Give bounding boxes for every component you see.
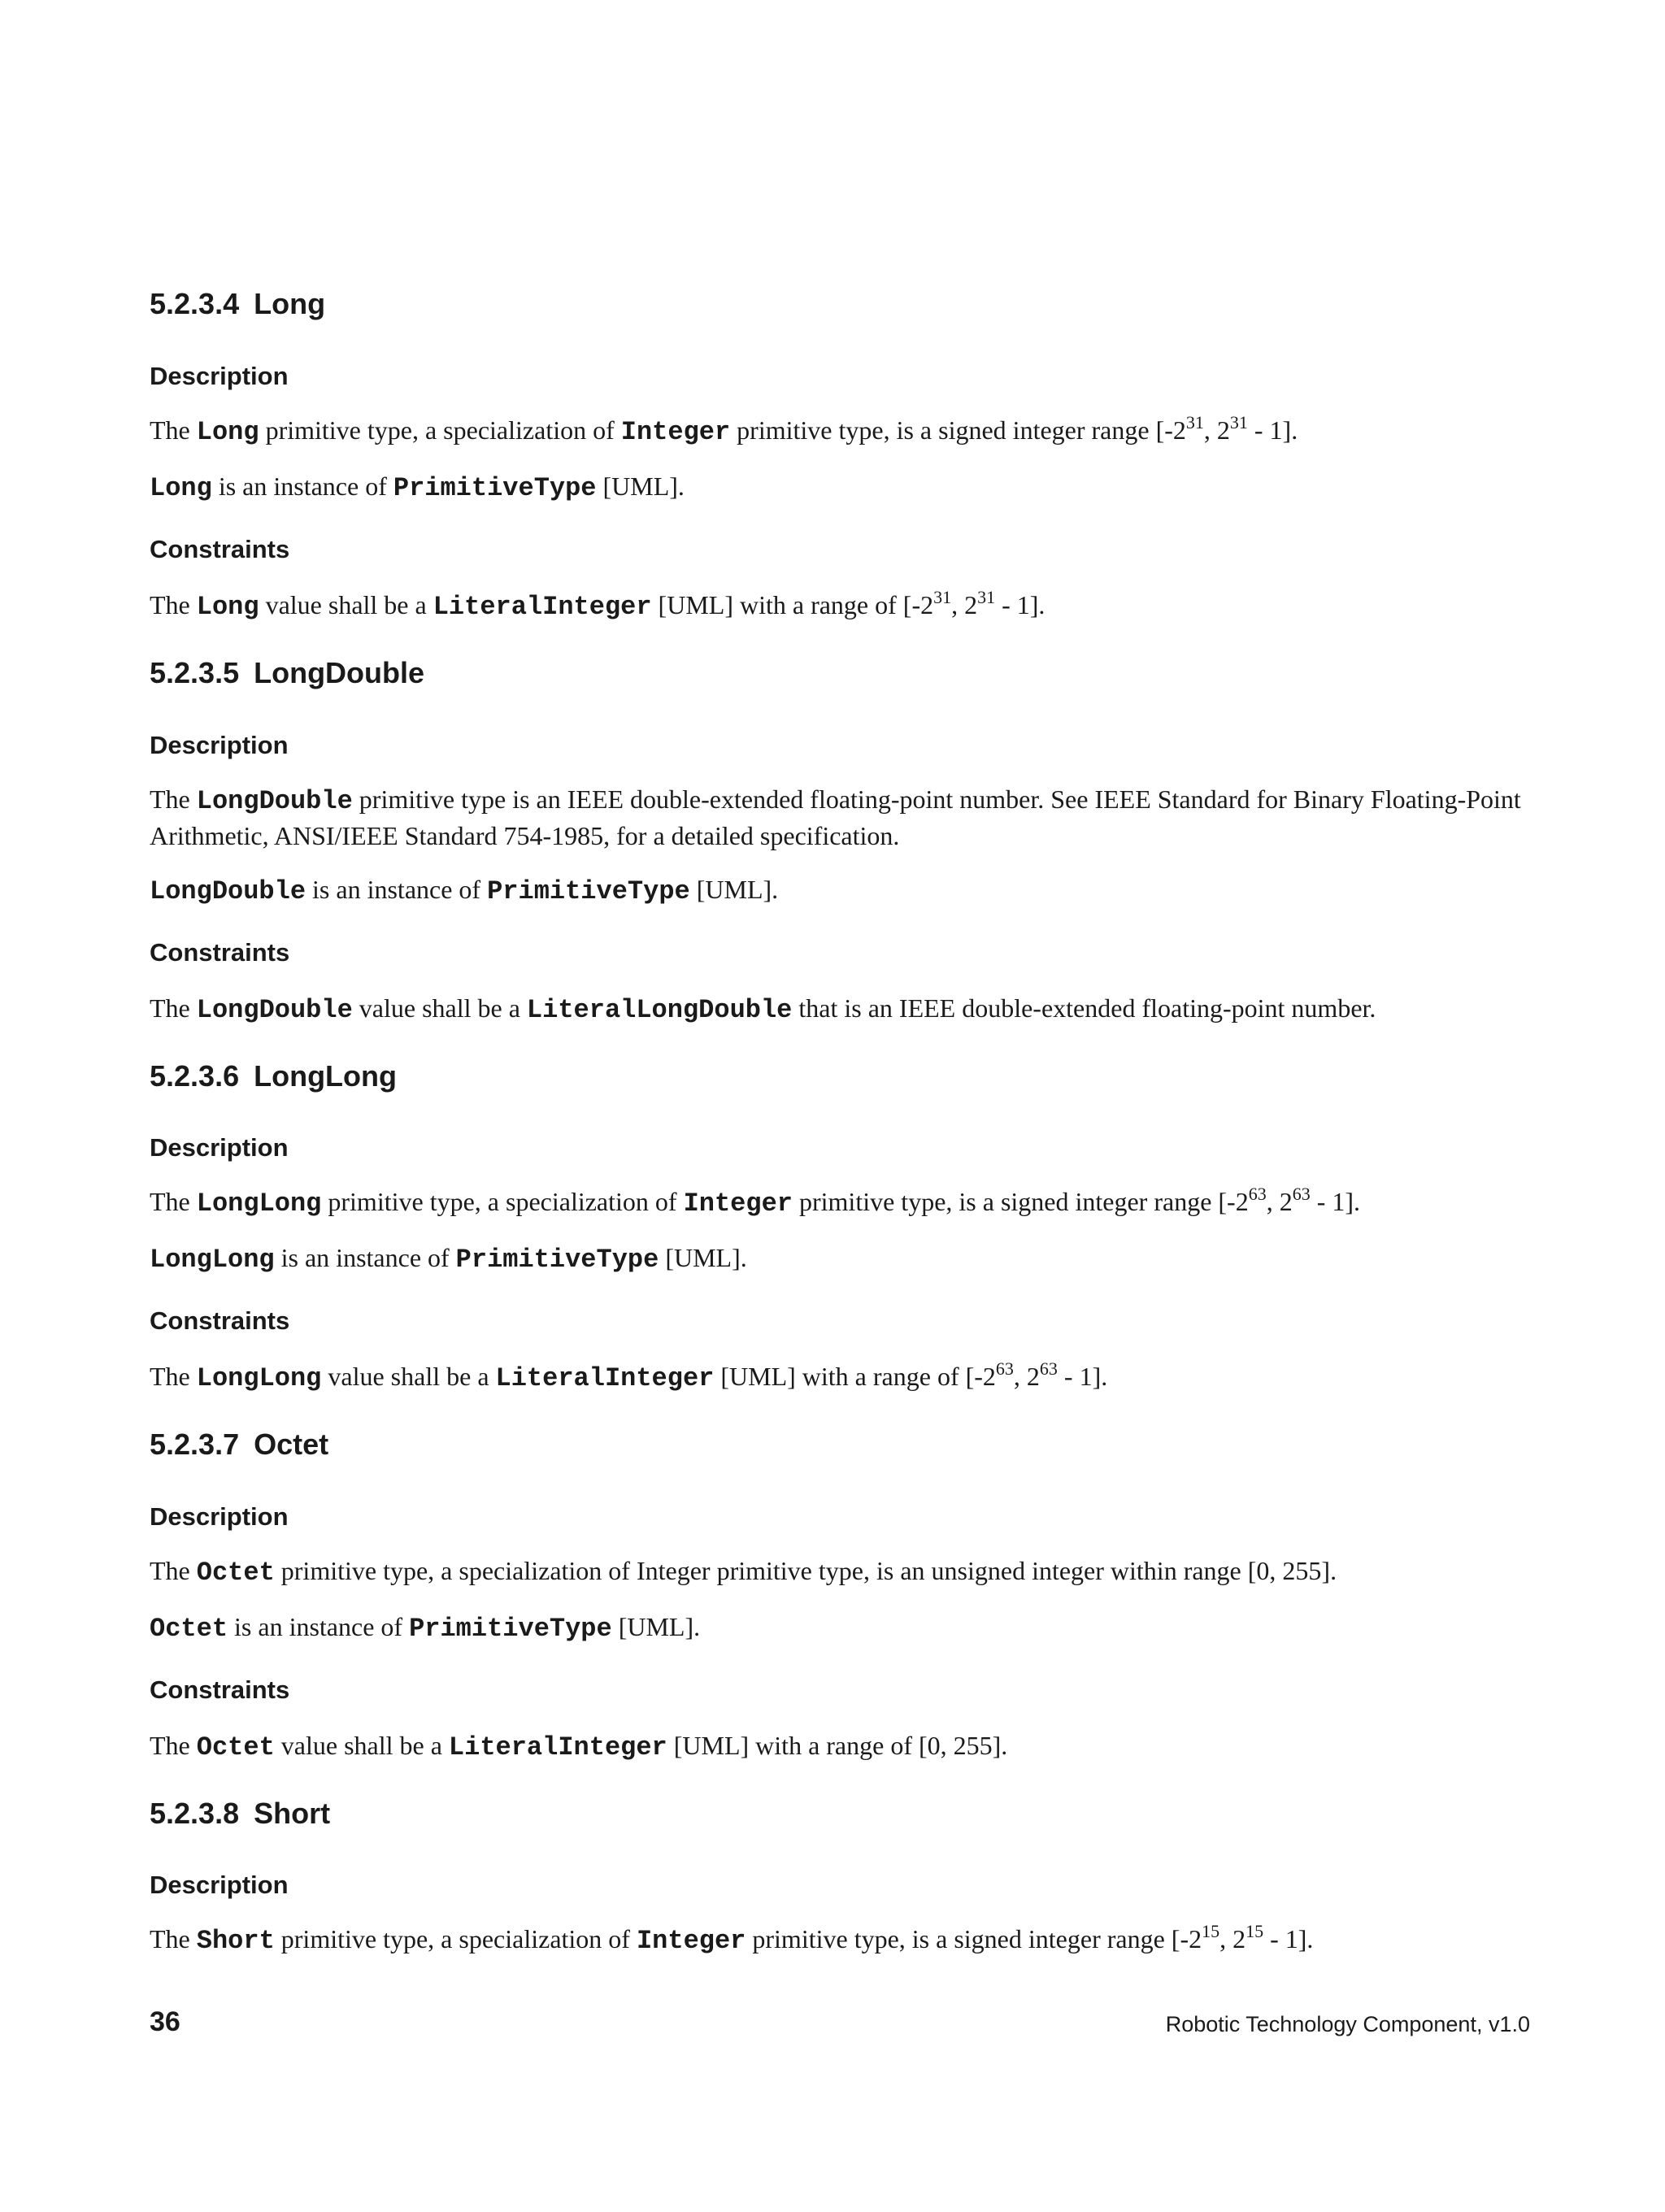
section-number: 5.2.3.8 xyxy=(150,1797,240,1830)
constraints-heading: Constraints xyxy=(150,938,290,967)
long-instance-paragraph: Long is an instance of PrimitiveType [UML]. xyxy=(150,472,685,503)
long-constraint-paragraph: The Long value shall be a LiteralInteger [UML] with a range of [$-2^{31}$, $2^{31} - 1$]. xyxy=(150,587,1046,622)
constraints-heading: Constraints xyxy=(150,1306,290,1335)
longlong-description-paragraph: The LongLong primitive type, a specialization of Integer primitive type, is a signed integer range [$-2^{63}$, $2^{63} - 1$]. xyxy=(150,1184,1361,1219)
section-number: 5.2.3.4 xyxy=(150,287,240,320)
longlong-constraint-paragraph: The LongLong value shall be a LiteralInteger [UML] with a range of [$-2^{63}$, $2^{63} - 1$]. xyxy=(150,1358,1108,1393)
type-name: Long xyxy=(196,592,259,622)
description-heading: Description xyxy=(150,731,289,759)
description-heading: Description xyxy=(150,362,289,390)
longdouble-constraint-paragraph: The LongDouble value shall be a LiteralLongDouble that is an IEEE double-extended floating-point number. xyxy=(150,993,1376,1025)
metaclass-name: PrimitiveType xyxy=(487,876,690,906)
page-number: 36 xyxy=(150,2006,180,2037)
long-description-paragraph: The Long primitive type, a specialization of Integer primitive type, is a signed integer range [$-2^{31}$, $2^{31} - 1$]. xyxy=(150,412,1298,447)
description-heading: Description xyxy=(150,1133,289,1162)
type-name: LongLong xyxy=(196,1363,322,1393)
type-name: Short xyxy=(196,1926,275,1956)
section-title: Long xyxy=(254,287,326,320)
metaclass-name: PrimitiveType xyxy=(393,473,597,503)
literal-name: LiteralLongDouble xyxy=(526,995,793,1025)
constraints-heading: Constraints xyxy=(150,1675,290,1704)
type-name: LongDouble xyxy=(196,786,353,816)
type-name: LongDouble xyxy=(150,876,306,906)
longlong-instance-paragraph: LongLong is an instance of PrimitiveType [UML]. xyxy=(150,1243,747,1275)
document-title: Robotic Technology Component, v1.0 xyxy=(1165,2012,1530,2036)
type-name: LongDouble xyxy=(196,995,353,1025)
type-name: Octet xyxy=(150,1614,228,1644)
section-title: Octet xyxy=(254,1428,329,1461)
literal-name: LiteralInteger xyxy=(448,1732,667,1762)
section-heading-longdouble xyxy=(150,655,424,691)
section-heading-longlong xyxy=(150,1058,397,1094)
base-type-name: Integer xyxy=(636,1926,746,1956)
base-type-name: Integer xyxy=(683,1189,793,1219)
type-name: Long xyxy=(196,417,259,447)
section-title: Short xyxy=(254,1797,331,1830)
section-heading-octet xyxy=(150,1427,328,1462)
type-name: LongLong xyxy=(150,1245,275,1275)
metaclass-name: PrimitiveType xyxy=(455,1245,659,1275)
document-page xyxy=(150,0,1532,2212)
literal-name: LiteralInteger xyxy=(495,1363,715,1393)
type-name: LongLong xyxy=(196,1189,322,1219)
base-type-name: Integer xyxy=(620,417,731,447)
type-name: Long xyxy=(150,473,212,503)
description-heading: Description xyxy=(150,1871,289,1899)
section-number: 5.2.3.7 xyxy=(150,1428,240,1461)
longdouble-description-paragraph: The LongDouble primitive type is an IEEE double-extended floating-point number. See IEEE Standard for Binary Floating-Point Arithmetic, ANSI/IEEE Standard 754-1985, for a detailed specification. xyxy=(150,784,1521,850)
octet-instance-paragraph: Octet is an instance of PrimitiveType [UML]. xyxy=(150,1612,701,1644)
section-number: 5.2.3.5 xyxy=(150,656,240,689)
type-name: Octet xyxy=(196,1732,275,1762)
octet-constraint-paragraph: The Octet value shall be a LiteralInteger [UML] with a range of [0, 255]. xyxy=(150,1731,1008,1762)
octet-description-paragraph: The Octet primitive type, a specialization of Integer primitive type, is an unsigned integer within range [0, 255]. xyxy=(150,1556,1337,1588)
section-heading-long xyxy=(150,286,325,322)
metaclass-name: PrimitiveType xyxy=(409,1614,612,1644)
section-title: LongDouble xyxy=(254,656,425,689)
literal-name: LiteralInteger xyxy=(433,592,652,622)
section-number: 5.2.3.6 xyxy=(150,1059,240,1093)
constraints-heading: Constraints xyxy=(150,535,290,563)
type-name: Octet xyxy=(196,1558,275,1588)
description-heading: Description xyxy=(150,1502,289,1531)
longdouble-instance-paragraph: LongDouble is an instance of PrimitiveType [UML]. xyxy=(150,875,779,906)
section-title: LongLong xyxy=(254,1059,398,1093)
section-heading-short xyxy=(150,1796,330,1832)
short-description-paragraph: The Short primitive type, a specialization of Integer primitive type, is a signed integer range [$-2^{15}$, $2^{15} - 1$]. xyxy=(150,1921,1314,1956)
